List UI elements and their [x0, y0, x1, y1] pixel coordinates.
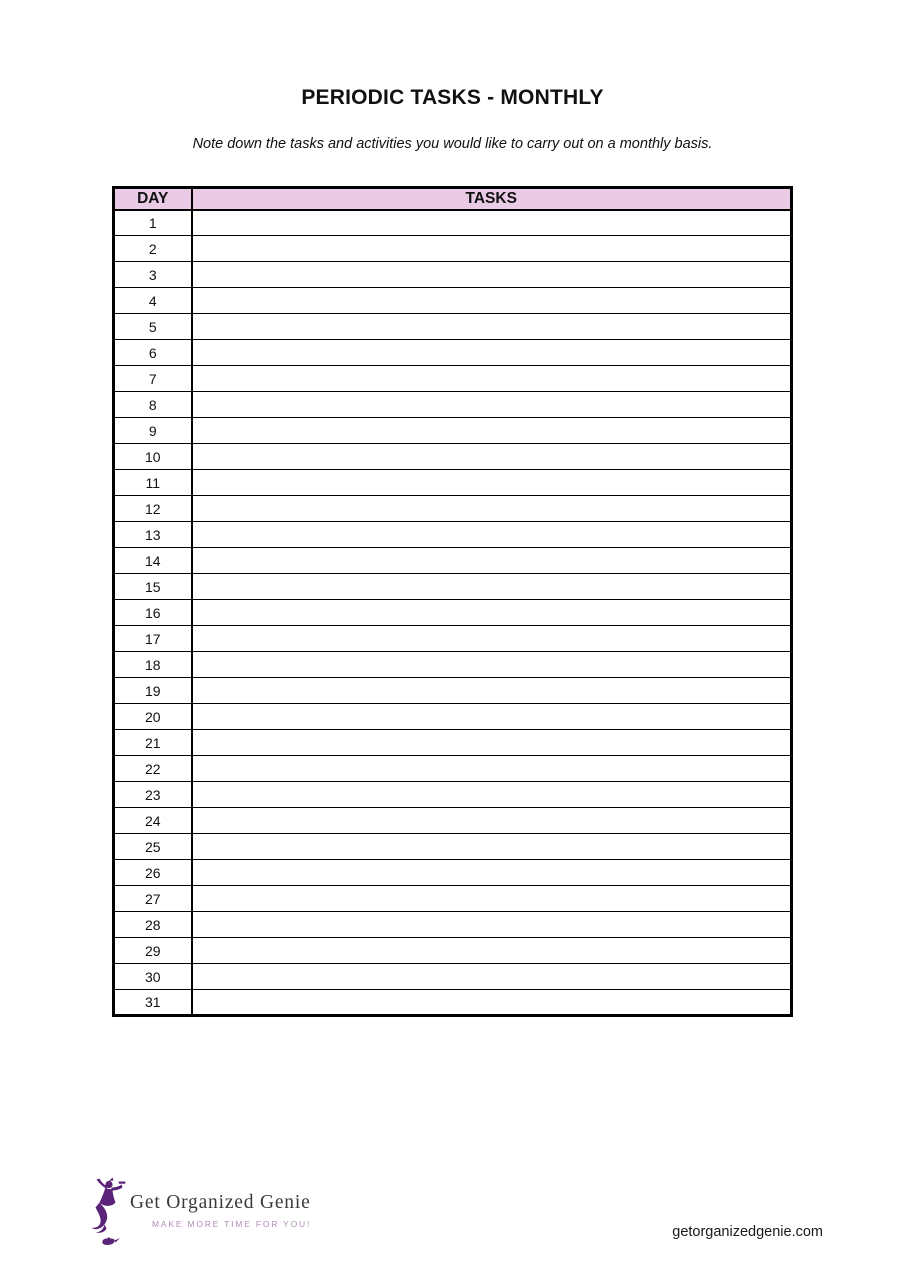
- table-row: [114, 730, 792, 756]
- table-row: [114, 496, 792, 522]
- day-cell: 27: [114, 886, 192, 912]
- table-row: [114, 522, 792, 548]
- table-row: [114, 314, 792, 340]
- genie-icon: [88, 1177, 128, 1249]
- day-cell: 2: [114, 236, 192, 262]
- table-row: [114, 210, 792, 236]
- task-entry-cell[interactable]: [192, 990, 792, 1016]
- day-cell: 26: [114, 860, 192, 886]
- task-entry-cell[interactable]: [192, 288, 792, 314]
- task-entry-cell[interactable]: [192, 366, 792, 392]
- task-entry-cell[interactable]: [192, 652, 792, 678]
- page-subtitle: Note down the tasks and activities you would like to carry out on a monthly basis.: [192, 136, 713, 152]
- table-row: [114, 262, 792, 288]
- task-entry-cell[interactable]: [192, 314, 792, 340]
- table-row: [114, 756, 792, 782]
- task-entry-cell[interactable]: [192, 340, 792, 366]
- day-cell: 9: [114, 418, 192, 444]
- task-entry-cell[interactable]: [192, 574, 792, 600]
- day-cell: 3: [114, 262, 192, 288]
- table-row: [114, 938, 792, 964]
- table-row: [114, 548, 792, 574]
- day-cell: 25: [114, 834, 192, 860]
- table-row: [114, 470, 792, 496]
- table-row: [114, 860, 792, 886]
- day-cell: 15: [114, 574, 192, 600]
- table-row: [114, 808, 792, 834]
- table-row: [114, 704, 792, 730]
- task-entry-cell[interactable]: [192, 548, 792, 574]
- day-cell: 1: [114, 210, 192, 236]
- table-row: [114, 652, 792, 678]
- day-cell: 8: [114, 392, 192, 418]
- task-entry-cell[interactable]: [192, 886, 792, 912]
- task-entry-cell[interactable]: [192, 912, 792, 938]
- table-row: [114, 392, 792, 418]
- table-row: [114, 340, 792, 366]
- task-entry-cell[interactable]: [192, 236, 792, 262]
- task-entry-cell[interactable]: [192, 496, 792, 522]
- table-row: [114, 626, 792, 652]
- task-entry-cell[interactable]: [192, 938, 792, 964]
- table-row: [114, 236, 792, 262]
- task-entry-cell[interactable]: [192, 782, 792, 808]
- task-entry-cell[interactable]: [192, 600, 792, 626]
- day-cell: 19: [114, 678, 192, 704]
- day-cell: 30: [114, 964, 192, 990]
- day-cell: 23: [114, 782, 192, 808]
- task-entry-cell[interactable]: [192, 392, 792, 418]
- day-cell: 6: [114, 340, 192, 366]
- task-entry-cell[interactable]: [192, 470, 792, 496]
- table-row: [114, 834, 792, 860]
- day-cell: 17: [114, 626, 192, 652]
- table-row: [114, 678, 792, 704]
- day-cell: 11: [114, 470, 192, 496]
- task-entry-cell[interactable]: [192, 444, 792, 470]
- day-cell: 16: [114, 600, 192, 626]
- tasks-column-header: TASKS: [192, 188, 792, 210]
- table-row: [114, 600, 792, 626]
- day-cell: 13: [114, 522, 192, 548]
- brand-tagline: MAKE MORE TIME FOR YOU!: [152, 1219, 312, 1229]
- task-entry-cell[interactable]: [192, 678, 792, 704]
- day-cell: 12: [114, 496, 192, 522]
- task-entry-cell[interactable]: [192, 522, 792, 548]
- table-row: [114, 444, 792, 470]
- task-entry-cell[interactable]: [192, 262, 792, 288]
- day-cell: 28: [114, 912, 192, 938]
- task-entry-cell[interactable]: [192, 418, 792, 444]
- table-row: [114, 288, 792, 314]
- day-cell: 31: [114, 990, 192, 1016]
- table-row: [114, 886, 792, 912]
- day-cell: 29: [114, 938, 192, 964]
- table-row: [114, 782, 792, 808]
- table-row: [114, 964, 792, 990]
- day-cell: 10: [114, 444, 192, 470]
- page-title: PERIODIC TASKS - MONTHLY: [301, 86, 604, 109]
- day-column-header: DAY: [114, 188, 192, 210]
- monthly-tasks-table: [112, 186, 793, 1017]
- task-entry-cell[interactable]: [192, 964, 792, 990]
- day-cell: 14: [114, 548, 192, 574]
- task-entry-cell[interactable]: [192, 626, 792, 652]
- table-row: [114, 990, 792, 1016]
- brand-logo: [88, 1175, 348, 1255]
- table-row: [114, 418, 792, 444]
- day-cell: 7: [114, 366, 192, 392]
- task-entry-cell[interactable]: [192, 730, 792, 756]
- website-url: getorganizedgenie.com: [672, 1224, 823, 1240]
- table-row: [114, 912, 792, 938]
- day-cell: 21: [114, 730, 192, 756]
- task-entry-cell[interactable]: [192, 860, 792, 886]
- genie-shape: [92, 1178, 126, 1246]
- brand-name: Get Organized Genie: [130, 1192, 311, 1213]
- day-cell: 22: [114, 756, 192, 782]
- day-cell: 4: [114, 288, 192, 314]
- task-table-body: [114, 210, 792, 1016]
- task-entry-cell[interactable]: [192, 704, 792, 730]
- table-header-row: [114, 188, 792, 210]
- table-row: [114, 574, 792, 600]
- day-cell: 24: [114, 808, 192, 834]
- table-row: [114, 366, 792, 392]
- task-entry-cell[interactable]: [192, 756, 792, 782]
- day-cell: 20: [114, 704, 192, 730]
- table-header: [114, 188, 792, 210]
- task-entry-cell[interactable]: [192, 808, 792, 834]
- task-entry-cell[interactable]: [192, 210, 792, 236]
- day-cell: 5: [114, 314, 192, 340]
- day-cell: 18: [114, 652, 192, 678]
- task-entry-cell[interactable]: [192, 834, 792, 860]
